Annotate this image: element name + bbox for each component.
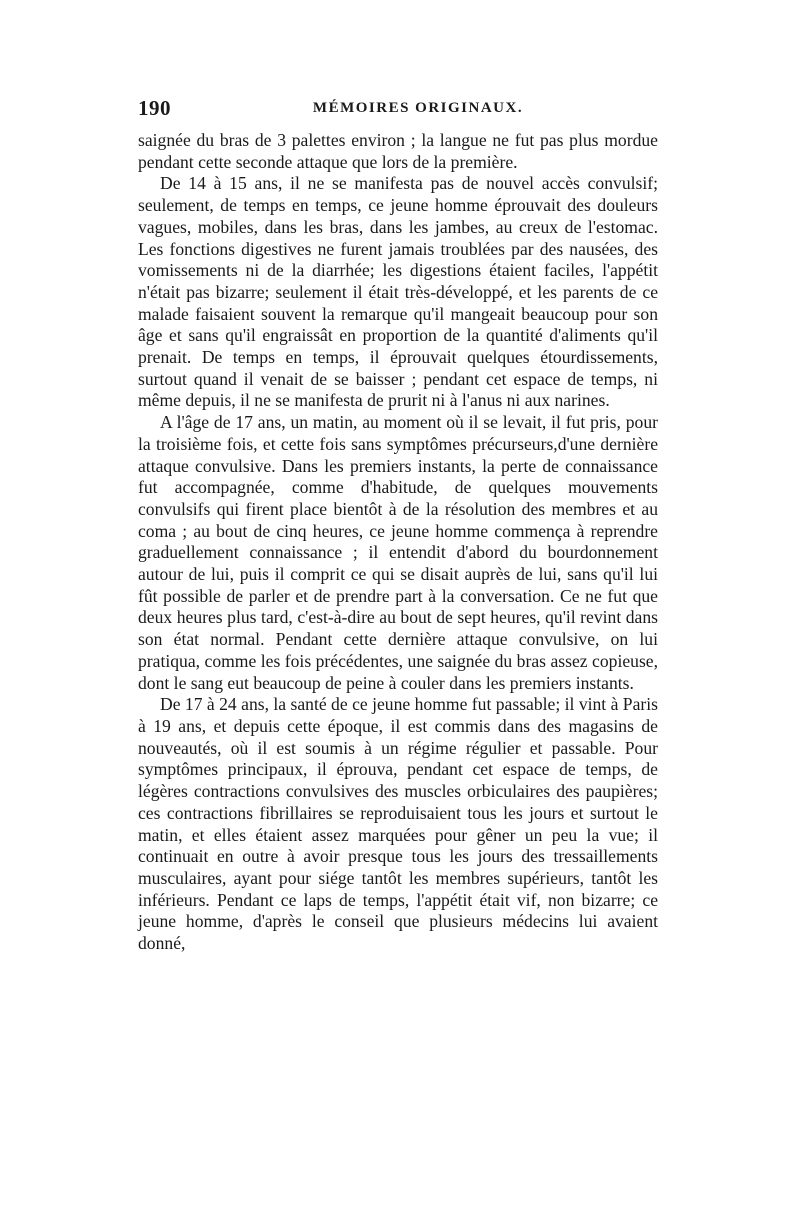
- body-text: [138, 130, 658, 955]
- page-header: [138, 96, 658, 130]
- page-number: 190: [138, 96, 171, 120]
- paragraph: De 14 à 15 ans, il ne se manifesta pas de nouvel accès convulsif; seulement, de temps en temps, ce jeune homme éprouvait des douleurs vagues, mobiles, dans les bras, dans les jambes, au creux de l'estomac. Les fonctions digestives ne furent jamais troublées par des nausées, des vomissements ni de la diarrhée; les digestions étaient faciles, l'appétit n'était pas bizarre; seulement il était très-développé, et les parents de ce malade faisaient souvent la remarque qu'il mangeait beaucoup pour son âge et sans qu'il engraissât en proportion de la quantité d'aliments qu'il prenait. De temps en temps, il éprouvait quelques étourdissements, surtout quand il venait de se baisser ; pendant cet espace de temps, ni même depuis, il ne se manifesta de prurit ni à l'anus ni aux narines.: [138, 173, 658, 411]
- running-title: MÉMOIRES ORIGINAUX.: [312, 100, 524, 116]
- paragraph-continuation: saignée du bras de 3 palettes environ ; la langue ne fut pas plus mordue pendant cette seconde attaque que lors de la première.: [138, 130, 658, 172]
- paragraph: A l'âge de 17 ans, un matin, au moment où il se levait, il fut pris, pour la troisième fois, et cette fois sans symptômes précurseurs,d'une dernière attaque convulsive. Dans les premiers instants, la perte de connaissance fut accompagnée, comme d'habitude, de quelques mouvements convulsifs qui firent place bientôt à de la résolution des membres et au coma ; au bout de cinq heures, ce jeune homme commença à reprendre graduellement connaissance ; il entendit d'abord du bourdonnement autour de lui, puis il comprit ce qui se disait auprès de lui, sans qu'il lui fût possible de parler et de prendre part à la conversation. Ce ne fut que deux heures plus tard, c'est-à-dire au bout de sept heures, qu'il revint dans son état normal. Pendant cette dernière attaque convulsive, on lui pratiqua, comme les fois précédentes, une saignée du bras assez copieuse, dont le sang eut beaucoup de peine à couler dans les premiers instants.: [138, 412, 658, 693]
- book-page: [138, 96, 658, 955]
- paragraph: De 17 à 24 ans, la santé de ce jeune homme fut passable; il vint à Paris à 19 ans, et depuis cette époque, il est commis dans des magasins de nouveautés, où il est soumis à un régime régulier et passable. Pour symptômes principaux, il éprouva, pendant cet espace de temps, de légères contractions convulsives des muscles orbiculaires des paupières; ces contractions fibrillaires se reproduisaient tous les jours et surtout le matin, et elles étaient assez marquées pour gêner un peu la vue; il continuait en outre à avoir presque tous les jours des tressaillements musculaires, ayant pour siége tantôt les membres supérieurs, tantôt les inférieurs. Pendant ce laps de temps, l'appétit était vif, non bizarre; ce jeune homme, d'après le conseil que plusieurs médecins lui avaient donné,: [138, 694, 658, 954]
